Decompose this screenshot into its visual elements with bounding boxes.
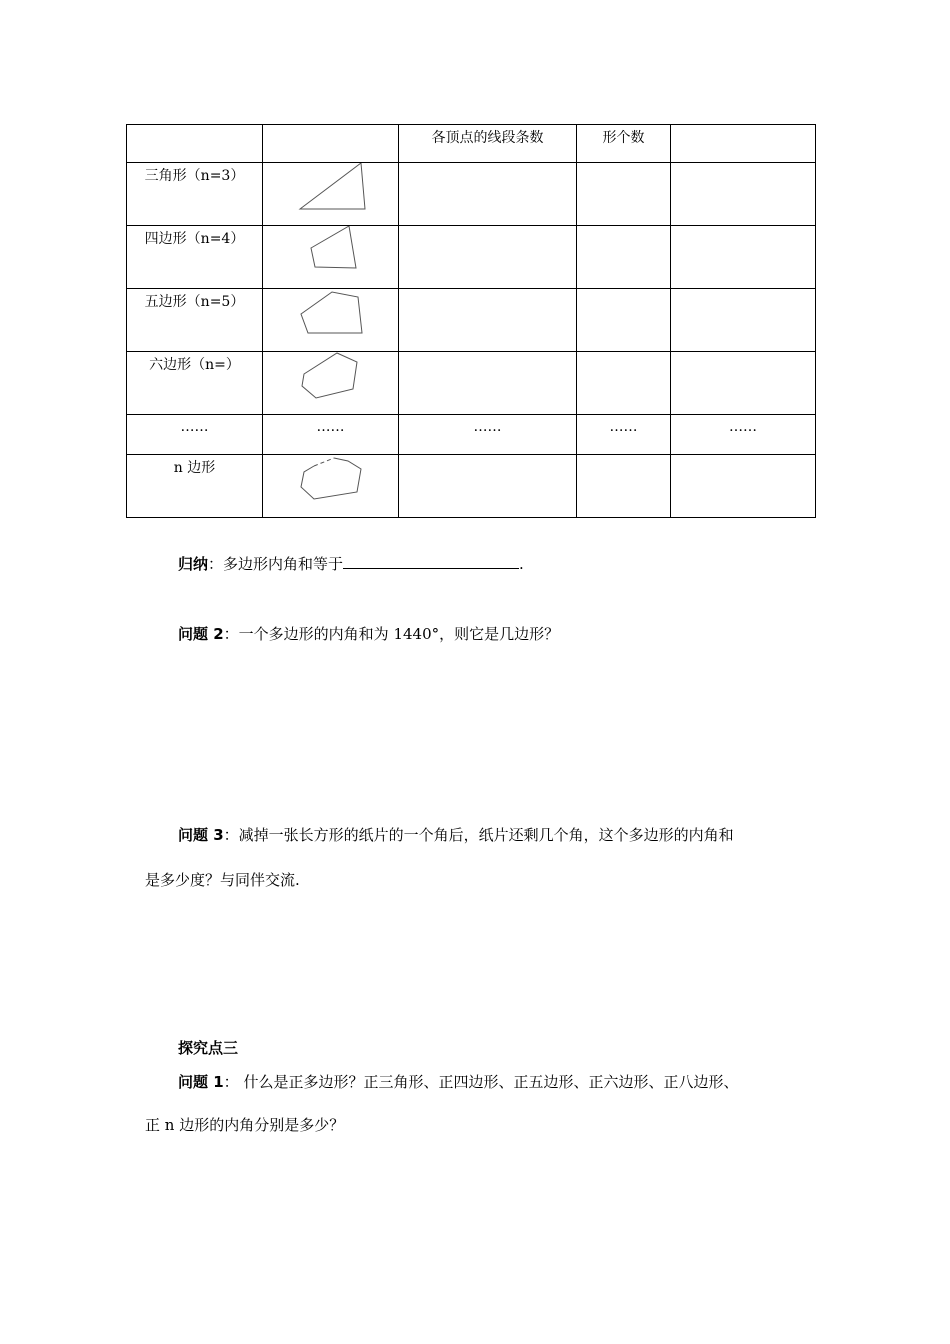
polygon-table [126,124,816,518]
shape-cell [263,289,399,352]
table-cell [577,455,671,518]
ellipsis-row [127,415,816,455]
quadrilateral-icon [266,226,396,286]
pentagon-icon [266,289,396,349]
table-cell [399,455,577,518]
header-cell [263,125,399,163]
table-cell [399,163,577,226]
question-1-line-2: 正 n 边形的内角分别是多少？ [145,1116,345,1134]
summary-paragraph [178,554,524,574]
table-cell [577,289,671,352]
ellipsis-cell: …… [127,415,263,455]
summary-label: 归纳 [178,555,209,573]
hexagon-icon [266,352,396,412]
question-2-label: 问题 2 [178,625,224,643]
summary-end: . [519,555,524,573]
table-cell [399,226,577,289]
table-cell [671,226,816,289]
table-cell [671,455,816,518]
table-cell [671,352,816,415]
header-cell: 形个数 [577,125,671,163]
table-row [127,226,816,289]
table-cell [577,163,671,226]
question-3-line-2: 是多少度？与同伴交流. [145,871,300,889]
table-cell [671,289,816,352]
answer-blank [343,554,519,569]
row-label: 四边形（n=4） [127,226,263,289]
header-cell: 各顶点的线段条数 [399,125,577,163]
section-title: 探究点三 [178,1039,239,1057]
ellipsis-cell: …… [671,415,816,455]
table-header-row [127,125,816,163]
question-3-label: 问题 3 [178,826,224,844]
table-row [127,163,816,226]
table-cell [671,163,816,226]
shape-cell [263,226,399,289]
shape-cell [263,352,399,415]
question-1-label: 问题 1 [178,1073,224,1091]
shape-cell [263,455,399,518]
question-2 [178,624,559,644]
question-1-line-1 [178,1072,738,1092]
row-label: 三角形（n=3） [127,163,263,226]
ellipsis-cell: …… [577,415,671,455]
table-cell [577,226,671,289]
question-3-text: ：减掉一张长方形的纸片的一个角后，纸片还剩几个角，这个多边形的内角和 [223,826,734,844]
ellipsis-cell: …… [263,415,399,455]
header-cell [127,125,263,163]
question-3-line-1 [178,825,734,845]
table-cell [399,352,577,415]
shape-cell [263,163,399,226]
question-1-text: ： 什么是正多边形？正三角形、正四边形、正五边形、正六边形、正八边形、 [223,1073,739,1091]
ellipsis-cell: …… [399,415,577,455]
triangle-icon [266,163,396,223]
row-label: 五边形（n=5） [127,289,263,352]
table-cell [577,352,671,415]
table-row [127,455,816,518]
summary-text: ：多边形内角和等于 [208,555,344,573]
row-label: 六边形（n=） [127,352,263,415]
table-row [127,289,816,352]
header-cell [671,125,816,163]
table-row [127,352,816,415]
row-label: n 边形 [127,455,263,518]
n-gon-icon [266,455,396,515]
table-cell [399,289,577,352]
question-2-text: ：一个多边形的内角和为 1440°，则它是几边形？ [223,625,560,643]
